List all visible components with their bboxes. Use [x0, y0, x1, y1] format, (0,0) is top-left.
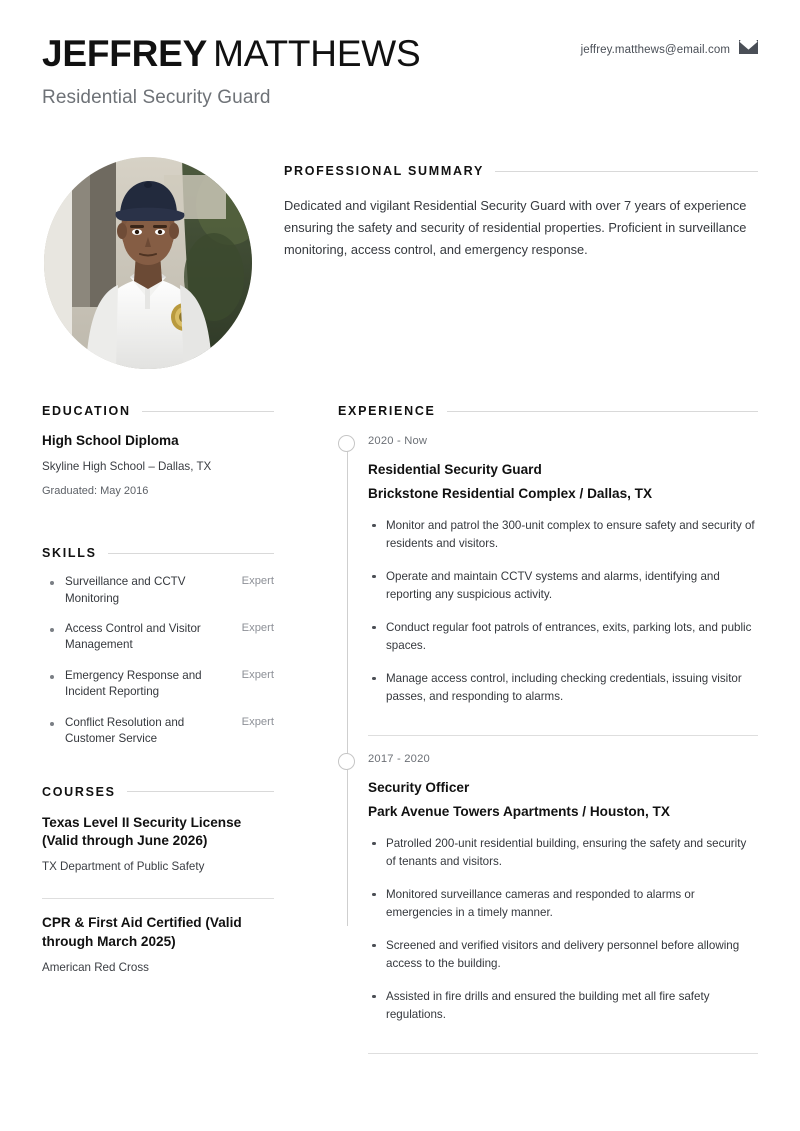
course-item	[42, 814, 274, 876]
left-column	[42, 404, 274, 977]
experience-section	[338, 404, 758, 1070]
bullet-icon	[50, 628, 54, 632]
skill-label: Emergency Response and Incident Reporting	[65, 668, 202, 699]
list-item	[42, 574, 274, 607]
skill-level: Expert	[241, 575, 274, 588]
skill-level: Expert	[241, 668, 274, 681]
skill-label: Access Control and Visitor Management	[65, 621, 201, 652]
heading-rule	[127, 791, 274, 792]
email-text: jeffrey.matthews@email.com	[580, 43, 730, 56]
list-item	[42, 621, 274, 654]
experience-bullets	[368, 835, 758, 1025]
list-item: Operate and maintain CCTV systems and alarms, identifying and reporting any suspicious activity.	[368, 568, 758, 605]
divider	[368, 1053, 758, 1054]
skills-list	[42, 574, 274, 748]
envelope-icon	[739, 40, 758, 59]
heading-rule	[447, 411, 758, 412]
experience-entry	[368, 434, 758, 723]
list-item: Assisted in fire drills and ensured the building met all fire safety regulations.	[368, 988, 758, 1025]
course-provider: American Red Cross	[42, 960, 149, 974]
bullet-icon	[50, 675, 54, 679]
heading-rule	[495, 171, 758, 172]
list-item: Monitor and patrol the 300-unit complex to ensure safety and security of residents and visitors.	[368, 517, 758, 554]
list-item: Patrolled 200-unit residential building, ensuring the safety and security of tenants and visitors.	[368, 835, 758, 872]
courses-heading-label: COURSES	[42, 784, 116, 799]
skills-section	[42, 546, 274, 748]
bullet-icon	[50, 722, 54, 726]
experience-timeline	[338, 434, 758, 1054]
education-heading	[42, 404, 274, 418]
bullet-icon	[50, 581, 54, 585]
timeline-marker-icon	[338, 435, 355, 452]
page-title: Residential Security Guard	[42, 86, 271, 108]
course-provider: TX Department of Public Safety	[42, 860, 205, 874]
skills-heading-label: SKILLS	[42, 546, 97, 561]
graduation-date: Graduated: May 2016	[42, 485, 149, 498]
skill-label: Surveillance and CCTV Monitoring	[65, 575, 186, 605]
list-item: Conduct regular foot patrols of entrances, exits, parking lots, and public spaces.	[368, 619, 758, 656]
first-name: JEFFREY	[42, 33, 208, 74]
school-name: Skyline High School – Dallas, TX	[42, 460, 212, 474]
summary-heading-label: PROFESSIONAL SUMMARY	[284, 164, 484, 178]
heading-rule	[142, 411, 274, 412]
education-section	[42, 404, 274, 500]
experience-role: Residential Security Guard	[368, 461, 542, 477]
resume-header	[42, 34, 758, 109]
last-name: MATTHEWS	[213, 33, 421, 74]
course-title: CPR & First Aid Certified (Valid through March 2025)	[42, 915, 242, 949]
education-heading-label: EDUCATION	[42, 404, 131, 418]
experience-bullets	[368, 517, 758, 707]
summary-text: Dedicated and vigilant Residential Security Guard with over 7 years of experience ensuring the safety and security of residential properties. Proficient in surveillance monitoring, access control, and emergency response.	[284, 198, 747, 257]
course-title: Texas Level II Security License (Valid through June 2026)	[42, 814, 242, 849]
list-item	[42, 715, 274, 748]
timeline-line	[347, 450, 348, 926]
summary-heading	[284, 164, 758, 178]
experience-heading	[338, 404, 758, 418]
experience-role: Security Officer	[368, 779, 470, 795]
divider	[42, 898, 274, 899]
experience-heading-label: EXPERIENCE	[338, 404, 436, 418]
professional-summary-section	[284, 164, 758, 261]
divider	[368, 735, 758, 736]
heading-rule	[108, 553, 274, 554]
experience-company: Brickstone Residential Complex / Dallas, TX	[368, 485, 653, 501]
experience-entry	[368, 752, 758, 1041]
experience-company: Park Avenue Towers Apartments / Houston, TX	[368, 803, 670, 819]
skill-label: Conflict Resolution and Customer Service	[65, 715, 185, 746]
courses-section	[42, 785, 274, 977]
list-item: Monitored surveillance cameras and responded to alarms or emergencies in a timely manner.	[368, 886, 758, 923]
skill-level: Expert	[241, 715, 274, 728]
list-item	[42, 668, 274, 701]
timeline-marker-icon	[338, 753, 355, 770]
experience-dates: 2017 - 2020	[368, 753, 430, 765]
education-item	[42, 432, 274, 500]
courses-heading	[42, 785, 274, 799]
list-item: Manage access control, including checking credentials, issuing visitor passes, and responding to alarms.	[368, 670, 758, 707]
skill-level: Expert	[241, 621, 274, 634]
degree-title: High School Diploma	[42, 433, 179, 448]
course-item	[42, 914, 274, 976]
experience-dates: 2020 - Now	[368, 435, 428, 447]
list-item: Screened and verified visitors and delivery personnel before allowing access to the building.	[368, 937, 758, 974]
contact-email-block[interactable]	[581, 40, 758, 59]
skills-heading	[42, 546, 274, 560]
avatar	[44, 157, 252, 369]
